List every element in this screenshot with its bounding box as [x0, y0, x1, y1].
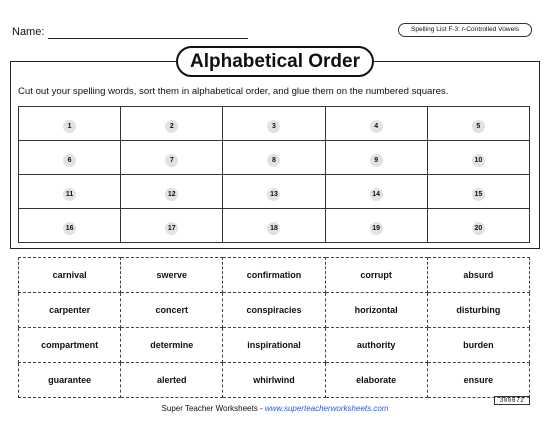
- square-number: 17: [165, 222, 178, 235]
- numbered-square: [19, 107, 121, 141]
- numbered-square: [223, 175, 325, 209]
- name-line: [48, 38, 248, 39]
- numbered-square: [325, 175, 427, 209]
- word-card[interactable]: ensure: [427, 363, 529, 398]
- footer-url[interactable]: www.superteacherworksheets.com: [264, 404, 389, 413]
- numbered-square: [427, 209, 529, 243]
- word-card[interactable]: horizontal: [325, 293, 427, 328]
- word-card[interactable]: carnival: [19, 258, 121, 293]
- word-card[interactable]: concert: [121, 293, 223, 328]
- word-card[interactable]: inspirational: [223, 328, 325, 363]
- word-card[interactable]: whirlwind: [223, 363, 325, 398]
- numbered-square: [121, 209, 223, 243]
- numbered-square: [121, 175, 223, 209]
- numbered-square: [427, 175, 529, 209]
- numbered-square: [19, 175, 121, 209]
- word-card[interactable]: authority: [325, 328, 427, 363]
- word-card[interactable]: corrupt: [325, 258, 427, 293]
- cut-out-words-grid: [18, 257, 530, 398]
- word-card[interactable]: swerve: [121, 258, 223, 293]
- numbered-square: [19, 141, 121, 175]
- square-number: 19: [370, 222, 383, 235]
- numbered-square: [427, 107, 529, 141]
- square-number: 7: [165, 154, 178, 167]
- square-number: 2: [165, 120, 178, 133]
- square-number: 8: [267, 154, 280, 167]
- numbered-square: [19, 209, 121, 243]
- numbered-square: [121, 107, 223, 141]
- word-card[interactable]: burden: [427, 328, 529, 363]
- numbered-square: [427, 141, 529, 175]
- page-title: Alphabetical Order: [176, 46, 374, 77]
- instructions: Cut out your spelling words, sort them in alphabetical order, and glue them on the numbered squares.: [18, 86, 449, 97]
- numbered-square: [223, 107, 325, 141]
- word-card[interactable]: alerted: [121, 363, 223, 398]
- square-number: 4: [370, 120, 383, 133]
- square-number: 10: [472, 154, 485, 167]
- worksheet-code: 300672: [494, 396, 530, 405]
- square-number: 9: [370, 154, 383, 167]
- word-card[interactable]: conspiracies: [223, 293, 325, 328]
- square-number: 3: [267, 120, 280, 133]
- footer: [0, 404, 550, 413]
- square-number: 13: [267, 188, 280, 201]
- square-number: 5: [472, 120, 485, 133]
- square-number: 1: [63, 120, 76, 133]
- word-card[interactable]: elaborate: [325, 363, 427, 398]
- square-number: 18: [267, 222, 280, 235]
- spelling-list-badge: Spelling List F-3: r-Controlled Vowels: [398, 23, 532, 37]
- square-number: 16: [63, 222, 76, 235]
- numbered-square: [223, 141, 325, 175]
- word-card[interactable]: disturbing: [427, 293, 529, 328]
- footer-brand: Super Teacher Worksheets -: [161, 404, 265, 413]
- word-card[interactable]: compartment: [19, 328, 121, 363]
- square-number: 15: [472, 188, 485, 201]
- square-number: 12: [165, 188, 178, 201]
- numbered-squares-grid: [18, 106, 530, 243]
- numbered-square: [325, 107, 427, 141]
- word-card[interactable]: determine: [121, 328, 223, 363]
- word-card[interactable]: carpenter: [19, 293, 121, 328]
- square-number: 14: [370, 188, 383, 201]
- numbered-square: [325, 209, 427, 243]
- numbered-square: [121, 141, 223, 175]
- word-card[interactable]: guarantee: [19, 363, 121, 398]
- word-card[interactable]: confirmation: [223, 258, 325, 293]
- square-number: 11: [63, 188, 76, 201]
- square-number: 6: [63, 154, 76, 167]
- name-label: Name:: [12, 26, 45, 38]
- square-number: 20: [472, 222, 485, 235]
- numbered-square: [223, 209, 325, 243]
- numbered-square: [325, 141, 427, 175]
- word-card[interactable]: absurd: [427, 258, 529, 293]
